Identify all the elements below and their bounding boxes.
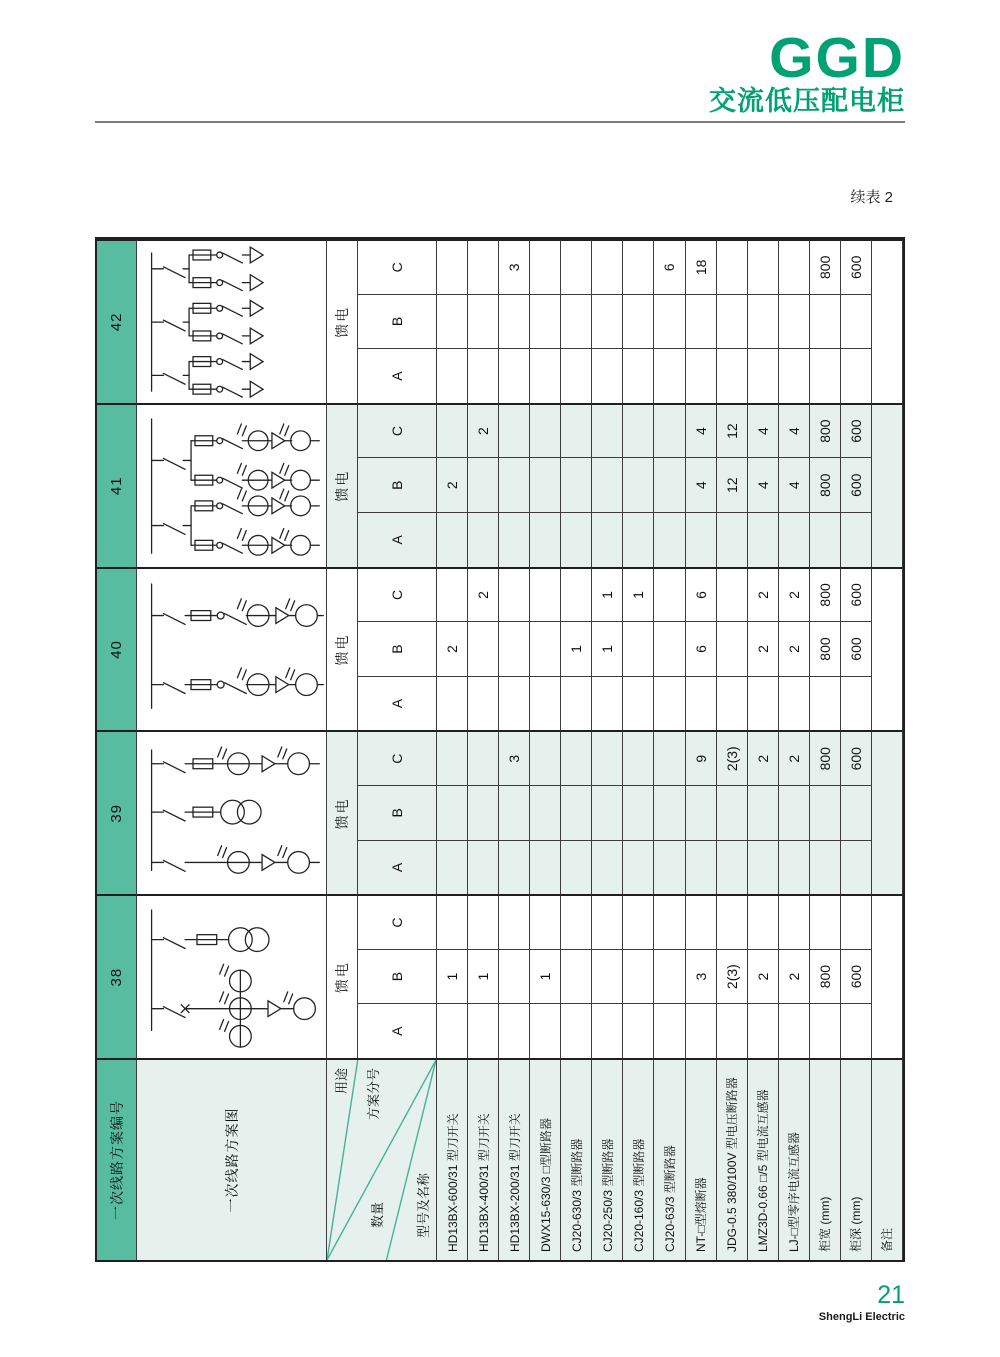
qty-cell bbox=[623, 457, 654, 512]
qty-cell bbox=[686, 676, 717, 731]
qty-cell bbox=[468, 294, 499, 349]
qty-cell: 800 bbox=[810, 949, 841, 1004]
qty-cell bbox=[530, 512, 561, 567]
qty-cell bbox=[623, 294, 654, 349]
qty-cell: 2 bbox=[748, 621, 779, 676]
header-divider bbox=[95, 121, 905, 123]
qty-cell bbox=[561, 949, 592, 1004]
qty-cell bbox=[530, 785, 561, 840]
qty-cell: 800 bbox=[810, 403, 841, 458]
qty-cell bbox=[717, 1003, 748, 1058]
qty-cell bbox=[686, 294, 717, 349]
qty-cell bbox=[841, 676, 872, 731]
table-continuation-note: 续表 2 bbox=[850, 189, 893, 206]
qty-cell bbox=[437, 785, 468, 840]
qty-cell: 800 bbox=[810, 621, 841, 676]
qty-cell bbox=[592, 894, 623, 949]
scheme-table bbox=[95, 237, 905, 1262]
qty-cell: 2 bbox=[748, 567, 779, 622]
scheme-number: 40 bbox=[97, 567, 137, 731]
qty-cell bbox=[623, 512, 654, 567]
qty-cell bbox=[530, 730, 561, 785]
qty-cell bbox=[686, 785, 717, 840]
page-number: 21 bbox=[877, 1281, 905, 1309]
qty-cell bbox=[499, 294, 530, 349]
scheme-use: 馈电 bbox=[327, 239, 358, 403]
qty-cell: 1 bbox=[592, 567, 623, 622]
component-row-header: CJ20-630/3 型断路器 bbox=[561, 1058, 592, 1260]
sub-column-label: C bbox=[358, 894, 437, 949]
sub-column-label: B bbox=[358, 621, 437, 676]
qty-cell: 2 bbox=[437, 457, 468, 512]
qty-cell: 800 bbox=[810, 239, 841, 294]
qty-cell bbox=[530, 403, 561, 458]
qty-cell bbox=[810, 894, 841, 949]
qty-cell: 600 bbox=[841, 457, 872, 512]
qty-cell bbox=[592, 949, 623, 1004]
qty-cell bbox=[686, 512, 717, 567]
quantity-label: 数量 bbox=[370, 1201, 385, 1228]
qty-cell bbox=[530, 894, 561, 949]
remark-cell bbox=[872, 239, 903, 403]
qty-cell bbox=[654, 348, 685, 403]
qty-cell bbox=[437, 1003, 468, 1058]
corner-header bbox=[327, 1058, 437, 1260]
qty-cell bbox=[561, 239, 592, 294]
qty-cell bbox=[623, 840, 654, 895]
qty-cell bbox=[499, 785, 530, 840]
qty-cell bbox=[779, 294, 810, 349]
qty-cell bbox=[841, 294, 872, 349]
qty-cell bbox=[592, 403, 623, 458]
qty-cell: 2 bbox=[779, 621, 810, 676]
qty-cell bbox=[437, 239, 468, 294]
component-row-header: JDG-0.5 380/100V 型电压断路器 bbox=[717, 1058, 748, 1260]
remark-cell bbox=[872, 403, 903, 567]
qty-cell bbox=[686, 348, 717, 403]
qty-cell bbox=[779, 676, 810, 731]
qty-cell: 600 bbox=[841, 567, 872, 622]
sub-column-label: B bbox=[358, 294, 437, 349]
qty-cell bbox=[561, 457, 592, 512]
qty-cell bbox=[654, 512, 685, 567]
qty-cell bbox=[686, 894, 717, 949]
component-row-header: HD13BX-600/31 型刀开关 bbox=[437, 1058, 468, 1260]
qty-cell bbox=[499, 567, 530, 622]
qty-cell: 12 bbox=[717, 403, 748, 458]
qty-cell bbox=[779, 239, 810, 294]
qty-cell bbox=[748, 1003, 779, 1058]
qty-cell bbox=[779, 512, 810, 567]
qty-cell bbox=[841, 785, 872, 840]
qty-cell: 2 bbox=[779, 567, 810, 622]
component-row-header: HD13BX-400/31 型刀开关 bbox=[468, 1058, 499, 1260]
qty-cell bbox=[810, 294, 841, 349]
sub-column-label: C bbox=[358, 239, 437, 294]
qty-cell bbox=[654, 785, 685, 840]
qty-cell: 800 bbox=[810, 457, 841, 512]
qty-cell bbox=[623, 949, 654, 1004]
qty-cell bbox=[717, 840, 748, 895]
qty-cell bbox=[561, 1003, 592, 1058]
qty-cell bbox=[468, 512, 499, 567]
sub-column-label: A bbox=[358, 1003, 437, 1058]
qty-cell bbox=[530, 567, 561, 622]
component-row-header: CJ20-63/3 型断路器 bbox=[654, 1058, 685, 1260]
qty-cell bbox=[499, 621, 530, 676]
qty-cell: 2 bbox=[468, 403, 499, 458]
qty-cell bbox=[623, 621, 654, 676]
qty-cell: 600 bbox=[841, 239, 872, 294]
qty-cell: 2 bbox=[437, 621, 468, 676]
qty-cell: 800 bbox=[810, 730, 841, 785]
qty-cell: 2 bbox=[468, 567, 499, 622]
sub-column-label: B bbox=[358, 785, 437, 840]
qty-cell bbox=[623, 403, 654, 458]
qty-cell bbox=[561, 894, 592, 949]
qty-cell bbox=[561, 730, 592, 785]
sub-column-label: A bbox=[358, 840, 437, 895]
remark-cell bbox=[872, 567, 903, 731]
qty-cell bbox=[717, 567, 748, 622]
qty-cell bbox=[717, 294, 748, 349]
component-row-header: DWX15-630/3 □型断路器 bbox=[530, 1058, 561, 1260]
qty-cell bbox=[437, 294, 468, 349]
qty-cell: 1 bbox=[468, 949, 499, 1004]
qty-cell bbox=[748, 512, 779, 567]
component-row-header: HD13BX-200/31 型刀开关 bbox=[499, 1058, 530, 1260]
brand-title: GGD bbox=[769, 26, 905, 90]
scheme-number: 42 bbox=[97, 239, 137, 403]
sub-column-label: C bbox=[358, 730, 437, 785]
qty-cell: 4 bbox=[779, 403, 810, 458]
qty-cell bbox=[623, 785, 654, 840]
qty-cell bbox=[437, 894, 468, 949]
qty-cell: 4 bbox=[686, 457, 717, 512]
qty-cell bbox=[468, 457, 499, 512]
qty-cell bbox=[654, 567, 685, 622]
qty-cell bbox=[810, 676, 841, 731]
qty-cell bbox=[654, 894, 685, 949]
qty-cell bbox=[623, 1003, 654, 1058]
qty-cell: 6 bbox=[654, 239, 685, 294]
sub-column-label: B bbox=[358, 457, 437, 512]
qty-cell bbox=[748, 294, 779, 349]
qty-cell: 3 bbox=[686, 949, 717, 1004]
qty-cell bbox=[717, 621, 748, 676]
qty-cell bbox=[654, 1003, 685, 1058]
scheme-diagram bbox=[137, 403, 327, 567]
qty-cell bbox=[592, 512, 623, 567]
qty-cell bbox=[779, 840, 810, 895]
qty-cell bbox=[530, 1003, 561, 1058]
qty-cell: 1 bbox=[437, 949, 468, 1004]
qty-cell bbox=[499, 403, 530, 458]
scheme-number: 39 bbox=[97, 730, 137, 894]
qty-cell bbox=[810, 840, 841, 895]
qty-cell bbox=[592, 239, 623, 294]
qty-cell bbox=[654, 621, 685, 676]
qty-cell bbox=[841, 894, 872, 949]
qty-cell bbox=[530, 294, 561, 349]
qty-cell bbox=[468, 621, 499, 676]
qty-cell bbox=[841, 840, 872, 895]
qty-cell bbox=[654, 457, 685, 512]
qty-cell bbox=[530, 348, 561, 403]
qty-cell bbox=[437, 512, 468, 567]
scheme-number: 41 bbox=[97, 403, 137, 567]
qty-cell bbox=[468, 676, 499, 731]
qty-cell bbox=[468, 730, 499, 785]
page-title: 交流低压配电柜 bbox=[709, 86, 905, 116]
qty-cell bbox=[437, 840, 468, 895]
sub-number-label: 方案分号 bbox=[366, 1068, 381, 1121]
component-row-header: CJ20-250/3 型断路器 bbox=[592, 1058, 623, 1260]
scheme-diagram bbox=[137, 894, 327, 1058]
qty-cell bbox=[717, 239, 748, 294]
qty-cell bbox=[623, 894, 654, 949]
qty-cell: 600 bbox=[841, 949, 872, 1004]
qty-cell bbox=[748, 348, 779, 403]
qty-cell bbox=[468, 239, 499, 294]
qty-cell bbox=[499, 676, 530, 731]
qty-cell bbox=[717, 348, 748, 403]
scheme-number: 38 bbox=[97, 894, 137, 1058]
qty-cell bbox=[499, 512, 530, 567]
qty-cell: 2 bbox=[748, 949, 779, 1004]
qty-cell bbox=[748, 840, 779, 895]
scheme-use: 馈电 bbox=[327, 894, 358, 1058]
component-row-header: NT-□型熔断器 bbox=[686, 1058, 717, 1260]
qty-cell bbox=[748, 676, 779, 731]
qty-cell bbox=[623, 730, 654, 785]
qty-cell: 1 bbox=[530, 949, 561, 1004]
row-header-scheme-diagram: 一次线路方案图 bbox=[137, 1058, 327, 1260]
qty-cell: 3 bbox=[499, 730, 530, 785]
qty-cell: 3 bbox=[499, 239, 530, 294]
qty-cell: 600 bbox=[841, 621, 872, 676]
qty-cell bbox=[623, 239, 654, 294]
scheme-use: 馈电 bbox=[327, 567, 358, 731]
component-row-header: CJ20-160/3 型断路器 bbox=[623, 1058, 654, 1260]
sub-column-label: A bbox=[358, 348, 437, 403]
qty-cell: 2 bbox=[779, 949, 810, 1004]
qty-cell bbox=[841, 512, 872, 567]
qty-cell: 6 bbox=[686, 567, 717, 622]
qty-cell: 2(3) bbox=[717, 949, 748, 1004]
scheme-diagram bbox=[137, 730, 327, 894]
scheme-diagram bbox=[137, 239, 327, 403]
qty-cell bbox=[561, 348, 592, 403]
qty-cell bbox=[499, 840, 530, 895]
qty-cell bbox=[499, 348, 530, 403]
qty-cell bbox=[592, 1003, 623, 1058]
qty-cell bbox=[592, 676, 623, 731]
qty-cell: 4 bbox=[686, 403, 717, 458]
sub-column-label: A bbox=[358, 512, 437, 567]
component-row-header: 柜深 (mm) bbox=[841, 1058, 872, 1260]
qty-cell: 4 bbox=[779, 457, 810, 512]
qty-cell bbox=[841, 1003, 872, 1058]
qty-cell: 1 bbox=[561, 621, 592, 676]
use-label: 用途 bbox=[334, 1068, 349, 1095]
qty-cell bbox=[468, 785, 499, 840]
qty-cell bbox=[654, 949, 685, 1004]
qty-cell bbox=[779, 1003, 810, 1058]
qty-cell bbox=[810, 512, 841, 567]
qty-cell bbox=[561, 512, 592, 567]
component-row-header: 备注 bbox=[872, 1058, 903, 1260]
qty-cell bbox=[654, 730, 685, 785]
qty-cell bbox=[654, 403, 685, 458]
qty-cell: 800 bbox=[810, 567, 841, 622]
qty-cell bbox=[499, 457, 530, 512]
qty-cell bbox=[530, 239, 561, 294]
row-header-scheme-number: 一次线路方案编号 bbox=[97, 1058, 137, 1260]
sub-column-label: B bbox=[358, 949, 437, 1004]
qty-cell: 2 bbox=[779, 730, 810, 785]
qty-cell: 6 bbox=[686, 621, 717, 676]
qty-cell bbox=[437, 348, 468, 403]
qty-cell bbox=[468, 348, 499, 403]
qty-cell bbox=[592, 457, 623, 512]
qty-cell bbox=[437, 730, 468, 785]
qty-cell bbox=[561, 294, 592, 349]
qty-cell bbox=[717, 785, 748, 840]
qty-cell: 18 bbox=[686, 239, 717, 294]
qty-cell bbox=[748, 785, 779, 840]
qty-cell bbox=[654, 840, 685, 895]
qty-cell bbox=[748, 894, 779, 949]
component-row-header: 柜宽 (mm) bbox=[810, 1058, 841, 1260]
qty-cell: 4 bbox=[748, 457, 779, 512]
qty-cell bbox=[654, 294, 685, 349]
qty-cell bbox=[530, 621, 561, 676]
qty-cell bbox=[810, 348, 841, 403]
scheme-table-area bbox=[95, 237, 905, 1262]
qty-cell: 4 bbox=[748, 403, 779, 458]
publisher-logo-text: ShengLi Electric bbox=[818, 1311, 905, 1323]
qty-cell: 600 bbox=[841, 730, 872, 785]
qty-cell: 1 bbox=[592, 621, 623, 676]
qty-cell bbox=[437, 676, 468, 731]
qty-cell bbox=[717, 512, 748, 567]
qty-cell bbox=[841, 348, 872, 403]
qty-cell: 1 bbox=[623, 567, 654, 622]
qty-cell bbox=[717, 676, 748, 731]
qty-cell bbox=[499, 1003, 530, 1058]
sub-column-label: C bbox=[358, 567, 437, 622]
qty-cell bbox=[779, 348, 810, 403]
qty-cell bbox=[623, 348, 654, 403]
qty-cell bbox=[717, 894, 748, 949]
qty-cell bbox=[499, 949, 530, 1004]
qty-cell bbox=[530, 457, 561, 512]
qty-cell bbox=[592, 840, 623, 895]
qty-cell bbox=[779, 894, 810, 949]
qty-cell bbox=[468, 894, 499, 949]
qty-cell bbox=[468, 840, 499, 895]
scheme-diagram bbox=[137, 567, 327, 731]
qty-cell bbox=[561, 785, 592, 840]
qty-cell bbox=[437, 403, 468, 458]
qty-cell bbox=[592, 730, 623, 785]
qty-cell bbox=[499, 894, 530, 949]
qty-cell: 12 bbox=[717, 457, 748, 512]
qty-cell bbox=[561, 403, 592, 458]
qty-cell: 600 bbox=[841, 403, 872, 458]
qty-cell: 2 bbox=[748, 730, 779, 785]
qty-cell bbox=[561, 840, 592, 895]
qty-cell bbox=[810, 1003, 841, 1058]
qty-cell bbox=[686, 1003, 717, 1058]
qty-cell bbox=[779, 785, 810, 840]
qty-cell: 9 bbox=[686, 730, 717, 785]
qty-cell bbox=[623, 676, 654, 731]
qty-cell bbox=[592, 294, 623, 349]
remark-cell bbox=[872, 894, 903, 1058]
qty-cell bbox=[592, 785, 623, 840]
qty-cell bbox=[561, 567, 592, 622]
qty-cell bbox=[530, 840, 561, 895]
component-row-header: LJ-□型零序电流互感器 bbox=[779, 1058, 810, 1260]
qty-cell bbox=[592, 348, 623, 403]
qty-cell bbox=[530, 676, 561, 731]
qty-cell bbox=[437, 567, 468, 622]
sub-column-label: A bbox=[358, 676, 437, 731]
qty-cell bbox=[561, 676, 592, 731]
sub-column-label: C bbox=[358, 403, 437, 458]
qty-cell bbox=[686, 840, 717, 895]
qty-cell bbox=[468, 1003, 499, 1058]
qty-cell bbox=[748, 239, 779, 294]
scheme-use: 馈电 bbox=[327, 403, 358, 567]
qty-cell: 2(3) bbox=[717, 730, 748, 785]
remark-cell bbox=[872, 730, 903, 894]
component-row-header: LMZ3D-0.66 □/5 型电流互感器 bbox=[748, 1058, 779, 1260]
qty-cell bbox=[654, 676, 685, 731]
qty-cell bbox=[810, 785, 841, 840]
model-name-label: 型号及名称 bbox=[416, 1172, 431, 1238]
scheme-use: 馈电 bbox=[327, 730, 358, 894]
